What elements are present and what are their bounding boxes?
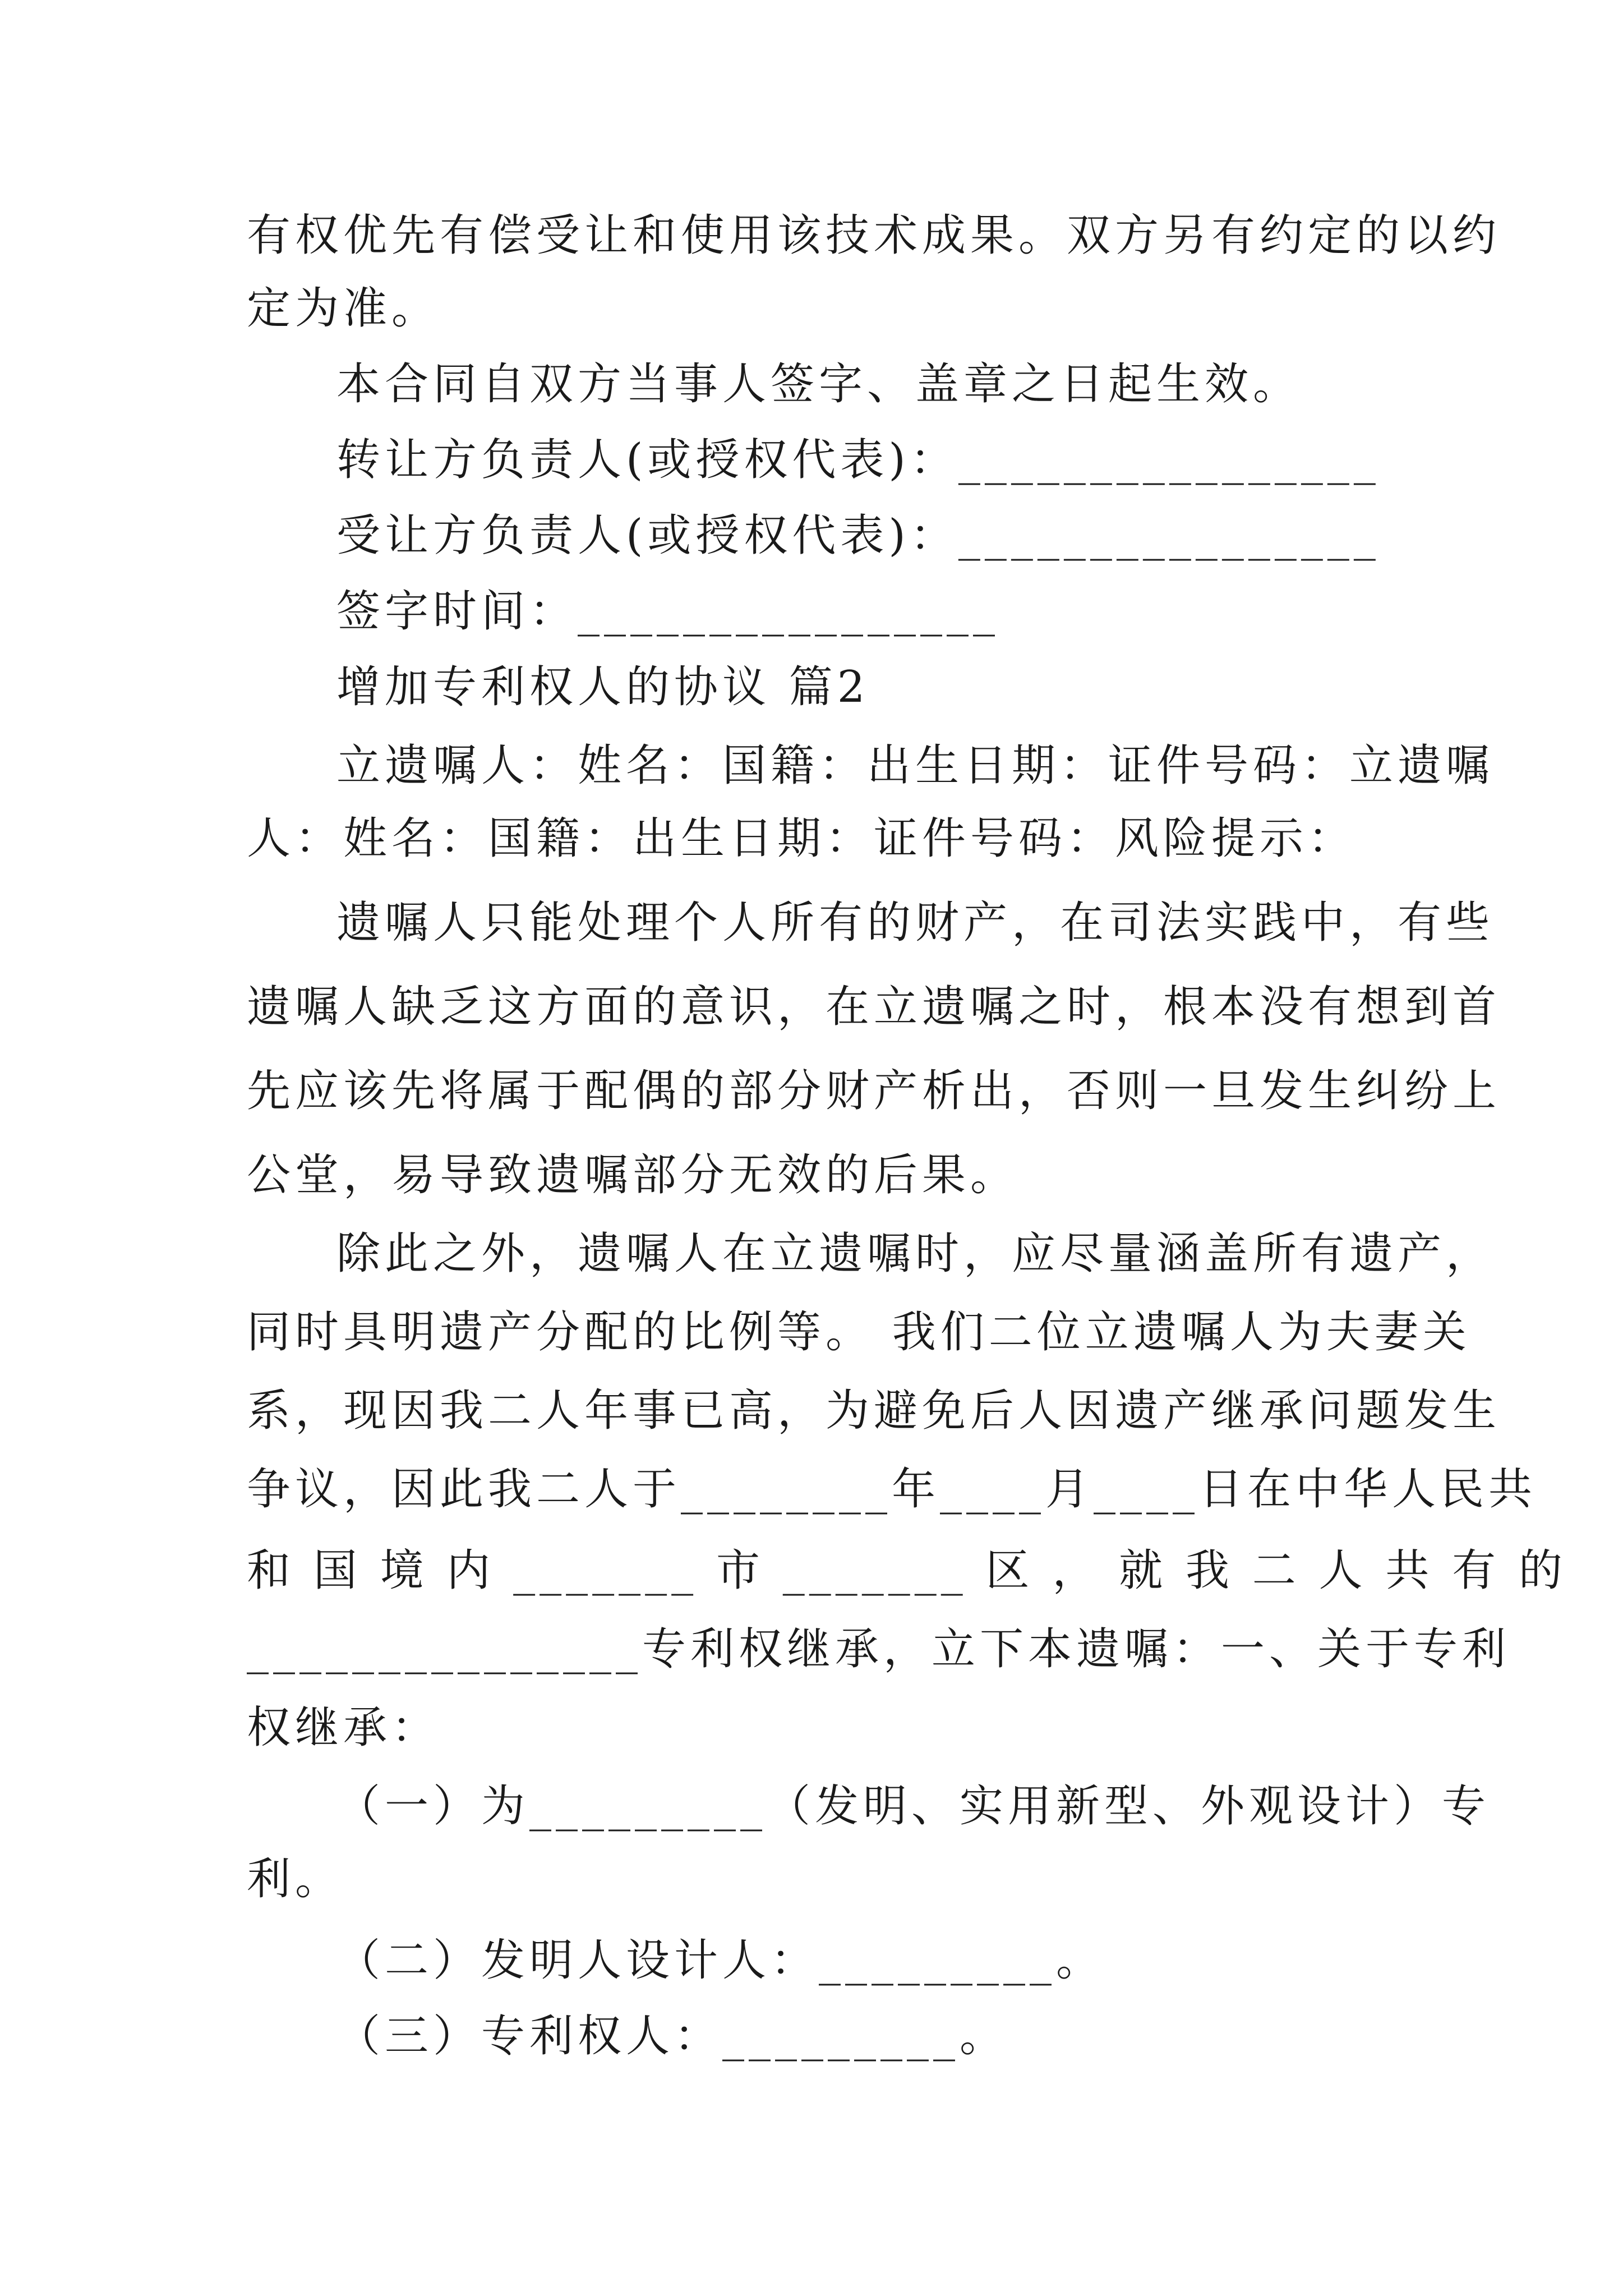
clause-item: （三）专利权人：_________。 — [336, 2011, 1008, 2062]
paragraph-line: 遗嘱人只能处理个人所有的财产，在司法实践中，有些 — [336, 898, 1495, 948]
paragraph-line: 遗嘱人缺乏这方面的意识，在立遗嘱之时，根本没有想到首 — [247, 982, 1501, 1032]
paragraph-line: 定为准。 — [247, 283, 440, 334]
paragraph-line: 同时具明遗产分配的比例等。 我们二位立遗嘱人为夫妻关 — [247, 1307, 1471, 1358]
paragraph-line: 争议，因此我二人于________年____月____日在中华人民共 — [247, 1464, 1537, 1515]
transferee-signature-line: 受让方负责人(或授权代表)：________________ — [336, 510, 1380, 561]
clause-item: （二）发明人设计人：_________。 — [336, 1935, 1105, 1986]
paragraph-line: 有权优先有偿受让和使用该技术成果。双方另有约定的以约 — [247, 210, 1501, 261]
paragraph-line: 权继承： — [247, 1703, 440, 1753]
section-heading: 增加专利权人的协议 篇2 — [336, 662, 870, 712]
clause-item: 利。 — [247, 1854, 344, 1904]
transferor-signature-line: 转让方负责人(或授权代表)：________________ — [336, 435, 1380, 485]
paragraph-line: 公堂，易导致遗嘱部分无效的后果。 — [247, 1150, 1019, 1200]
signing-date-line: 签字时间：________________ — [336, 586, 1000, 637]
paragraph-line: _______________专利权继承，立下本遗嘱：一、关于专利 — [247, 1624, 1511, 1674]
effective-clause: 本合同自双方当事人签字、盖章之日起生效。 — [336, 359, 1302, 409]
paragraph-line: 和 国 境 内 _______ 市 _______ 区 ， 就 我 二 人 共 有 的 — [247, 1545, 1567, 1596]
testator-info-line: 立遗嘱人：姓名：国籍：出生日期：证件号码：立遗嘱 — [336, 740, 1495, 791]
paragraph-line: 先应该先将属于配偶的部分财产析出，否则一旦发生纠纷上 — [247, 1066, 1501, 1116]
clause-item: （一）为_________（发明、实用新型、外观设计）专 — [336, 1781, 1491, 1832]
paragraph-line: 除此之外，遗嘱人在立遗嘱时，应尽量涵盖所有遗产， — [336, 1228, 1495, 1279]
paragraph-line: 系，现因我二人年事已高，为避免后人因遗产继承问题发生 — [247, 1386, 1501, 1436]
testator-info-line: 人：姓名：国籍：出生日期：证件号码：风险提示： — [247, 813, 1357, 864]
